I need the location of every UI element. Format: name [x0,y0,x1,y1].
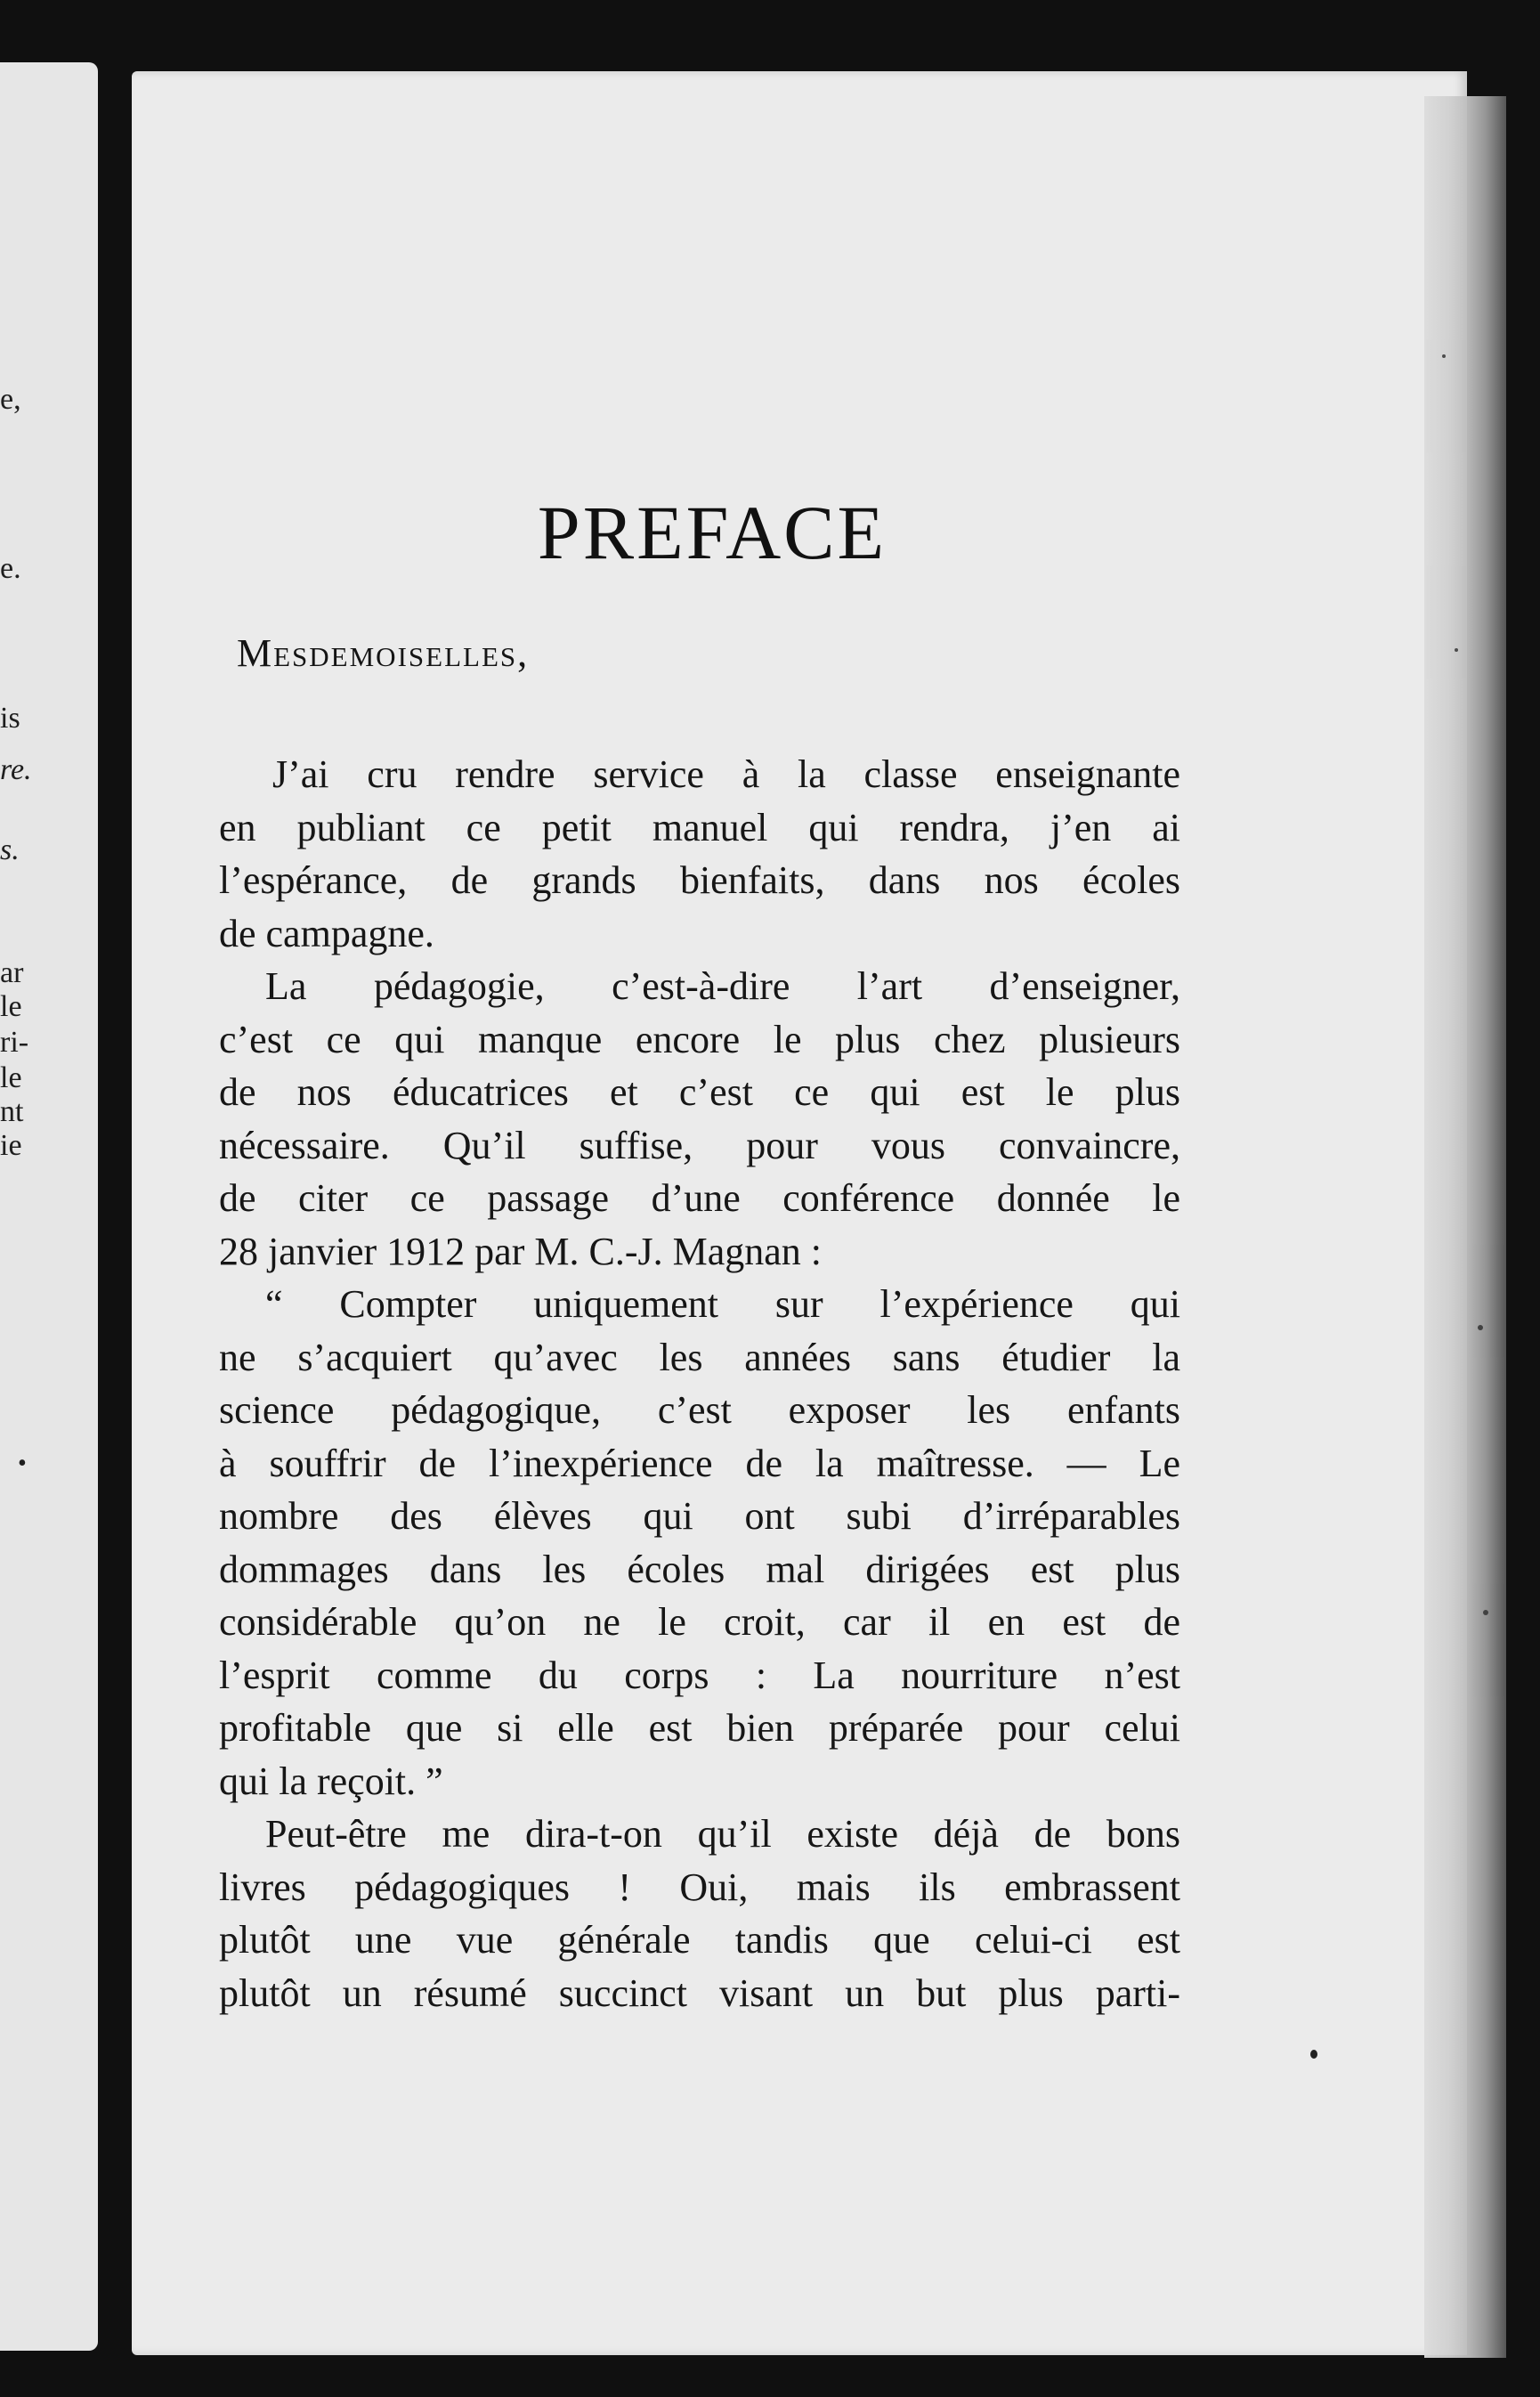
text-line: nécessaire. Qu’il suffise, pour vous convaincre, [219,1123,1180,1167]
left-fragment: is [0,702,20,735]
text-line: nombre des élèves qui ont subi d’irréparables [219,1494,1180,1538]
text-line: l’espérance, de grands bienfaits, dans nos écoles [219,858,1180,902]
text-line: plutôt un résumé succinct visant un but plus parti- [219,1970,1180,2015]
ink-speck [1310,2050,1317,2059]
text-line: qui la reçoit. ” [219,1759,443,1803]
text-line: livres pédagogiques ! Oui, mais ils embrassent [219,1865,1180,1909]
text-line: profitable que si elle est bien préparée pour celui [219,1706,1180,1750]
text-line: à souffrir de l’inexpérience de la maîtresse. — Le [219,1441,1180,1485]
edge-speck [1483,1610,1488,1615]
quotation-paragraph [219,1278,1180,1808]
edge-speck [1478,1325,1483,1330]
text-line: La pédagogie, c’est-à-dire l’art d’enseigner, [265,964,1180,1008]
left-fragment: re. [0,753,32,786]
page-edge-shadow [1424,96,1506,2358]
text-line: 28 janvier 1912 par M. C.-J. Magnan : [219,1229,822,1273]
adjacent-page-left [0,62,98,2351]
left-fragment: ar [0,956,24,989]
text-line: l’esprit comme du corps : La nourriture n’est [219,1653,1180,1697]
text-line: Peut-être me dira-t-on qu’il existe déjà de bons [265,1812,1180,1856]
left-fragment: ie [0,1129,22,1162]
text-line: considérable qu’on ne le croit, car il en est de [219,1600,1180,1644]
paragraph [219,1808,1180,2019]
body-text [219,748,1180,2019]
text-line: ne s’acquiert qu’avec les années sans étudier la [219,1335,1180,1379]
text-line: dommages dans les écoles mal dirigées est plus [219,1547,1180,1591]
salutation: Mesdemoiselles, [237,631,530,675]
left-fragment: s. [0,833,20,866]
left-fragment: e, [0,383,21,416]
left-fragment: le [0,1061,22,1094]
paragraph [219,960,1180,1278]
left-fragment: • [18,1450,27,1477]
text-line: de nos éducatrices et c’est ce qui est le plus [219,1070,1180,1114]
text-line: J’ai cru rendre service à la classe enseignante [272,752,1180,796]
paragraph [219,748,1180,960]
text-line: en publiant ce petit manuel qui rendra, j’en ai [219,805,1180,849]
text-line: de citer ce passage d’une conférence donnée le [219,1176,1180,1220]
edge-speck [1455,648,1458,652]
page-title: PREFACE [537,490,888,575]
left-fragment: e. [0,552,21,585]
left-fragment: nt [0,1095,24,1128]
text-line: plutôt une vue générale tandis que celui-ci est [219,1918,1180,1962]
text-line: science pédagogique, c’est exposer les enfants [219,1388,1180,1432]
text-line: “ Compter uniquement sur l’expérience qui [265,1282,1180,1326]
text-line: c’est ce qui manque encore le plus chez plusieurs [219,1017,1180,1061]
left-fragment: le [0,990,22,1023]
left-fragment: ri- [0,1026,29,1059]
text-line: de campagne. [219,911,434,955]
edge-speck [1442,354,1446,358]
